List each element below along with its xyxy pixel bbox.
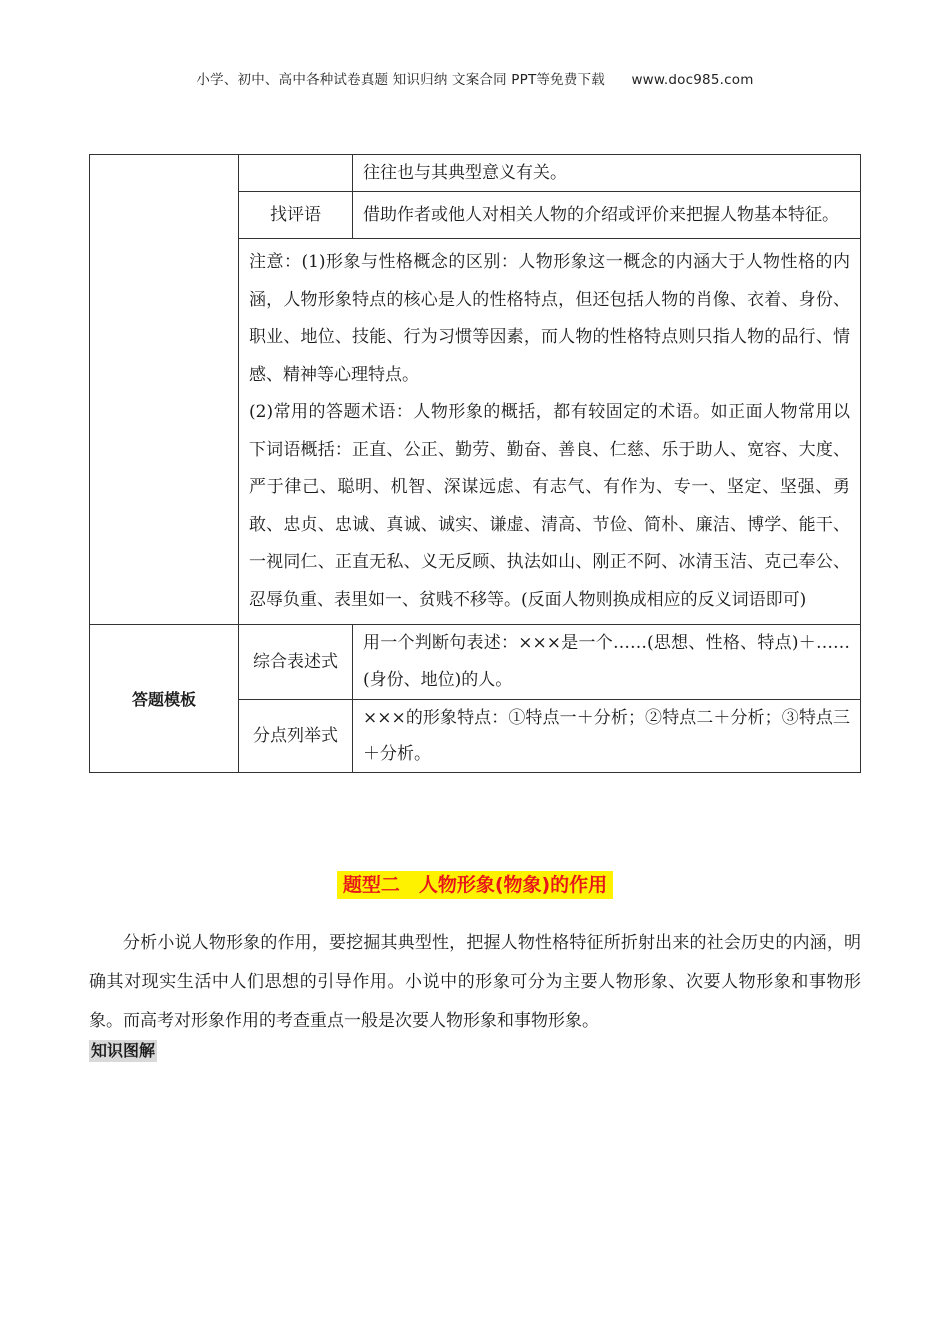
header-url[interactable]: www.doc985.com (631, 72, 754, 88)
table-row (90, 155, 861, 192)
template-name-1: 综合表述式 (253, 652, 338, 672)
method-table (89, 154, 861, 773)
row2-method: 找评语 (270, 204, 321, 225)
section-title-text: 题型二 人物形象(物象)的作用 (337, 871, 613, 899)
table-cell (239, 625, 353, 700)
template-content-2: ×××的形象特点：①特点一＋分析；②特点二＋分析；③特点三＋分析。 (363, 708, 850, 764)
table-cell (239, 192, 353, 239)
section-title (0, 870, 950, 897)
empty-method-cell (239, 155, 353, 192)
template-name-2: 分点列举式 (253, 726, 338, 746)
row1-content: 往往也与其典型意义有关。 (363, 163, 567, 183)
note-paragraph-2: (2)常用的答题术语：人物形象的概括，都有较固定的术语。如正面人物常用以下词语概括：正直、公正、勤劳、勤奋、善良、仁慈、乐于助人、宽容、大度、严于律己、聪明、机智、深谋远虑、有志气、有作为、专一、坚定、坚强、勇敢、忠贞、忠诚、真诚、诚实、谦虚、清高、节俭、简朴、廉洁、博学、能干、一视同仁、正直无私、义无反顾、执法如山、刚正不阿、冰清玉洁、克己奉公、忍辱负重、表里如一、贫贱不移等。(反面人物则换成相应的反义词语即可) (249, 402, 850, 610)
empty-category-cell (90, 155, 239, 625)
template-content-1: 用一个判断句表述：×××是一个……(思想、性格、特点)＋……(身份、地位)的人。 (363, 633, 850, 690)
table-cell (353, 192, 861, 239)
page-header (0, 68, 950, 88)
header-text: 小学、初中、高中各种试卷真题 知识归纳 文案合同 PPT等免费下载 (196, 72, 605, 88)
table-cell (353, 700, 861, 773)
row2-content: 借助作者或他人对相关人物的介绍或评价来把握人物基本特征。 (363, 205, 839, 225)
section-paragraph: 分析小说人物形象的作用，要挖掘其典型性，把握人物性格特征所折射出来的社会历史的内涵，明确其对现实生活中人们思想的引导作用。小说中的形象可分为主要人物形象、次要人物形象和事物形象。而高考对形象作用的考查重点一般是次要人物形象和事物形象。 (89, 933, 861, 1031)
note-cell (239, 239, 861, 625)
template-label: 答题模板 (90, 625, 239, 773)
table-cell (353, 625, 861, 700)
sub-heading: 知识图解 (91, 1041, 156, 1060)
table-row (90, 625, 861, 700)
table-cell (353, 155, 861, 192)
table-cell (239, 700, 353, 773)
note-paragraph-1: 注意：(1)形象与性格概念的区别：人物形象这一概念的内涵大于人物性格的内涵，人物形象特点的核心是人的性格特点，但还包括人物的肖像、衣着、身份、职业、地位、技能、行为习惯等因素，而人物的性格特点则只指人物的品行、情感、精神等心理特点。 (249, 252, 850, 385)
